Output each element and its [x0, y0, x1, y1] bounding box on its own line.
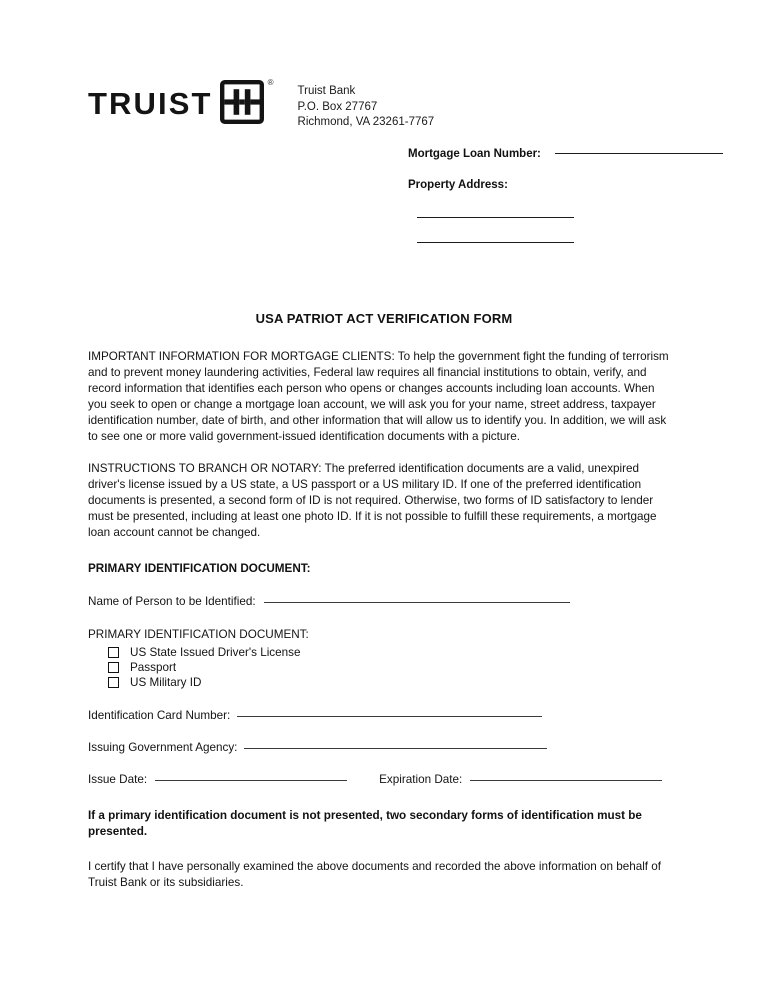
expiration-date-input[interactable] [470, 780, 662, 781]
identification-options-list [108, 645, 670, 690]
mortgage-loan-number-input[interactable] [555, 153, 723, 154]
option-row-military-id[interactable] [108, 675, 670, 690]
truist-wordmark: TRUIST [88, 85, 213, 121]
identification-card-number-input[interactable] [237, 716, 542, 717]
checkbox-drivers-license[interactable] [108, 647, 119, 658]
issuing-agency-label: Issuing Government Agency: [88, 741, 238, 755]
primary-identification-heading: PRIMARY IDENTIFICATION DOCUMENT: [88, 562, 311, 576]
checkbox-military-id[interactable] [108, 677, 119, 688]
property-address-line2-input[interactable] [417, 242, 574, 243]
option-label-passport: Passport [130, 661, 177, 675]
name-of-person-row [88, 595, 670, 608]
bank-address [298, 80, 435, 131]
option-label-military-id: US Military ID [130, 676, 202, 690]
option-row-passport[interactable] [108, 660, 670, 675]
property-address-label: Property Address: [408, 179, 508, 191]
name-of-person-input[interactable] [264, 602, 570, 603]
loan-header-fields [408, 148, 738, 243]
property-address-line1-input[interactable] [417, 217, 574, 218]
issuing-agency-row [88, 741, 670, 754]
form-body [88, 349, 670, 891]
address-line-1: Truist Bank [297, 85, 356, 97]
expiration-date-label: Expiration Date: [379, 773, 463, 787]
primary-identification-subheading: PRIMARY IDENTIFICATION DOCUMENT: [88, 628, 309, 642]
instructions-paragraph: INSTRUCTIONS TO BRANCH OR NOTARY: The preferred identification documents are a valid, unexpired driver's license issued by a US state, a US passport or a US military ID. If one of the preferred identification documents is presented, a second form of ID is not required. Otherwise, two forms of ID satisfactory to lender must be presented, including at least one photo ID. If it is not possible to fulfill these requirements, a mortgage loan account cannot be changed. [88, 461, 657, 539]
secondary-identification-note: If a primary identification document is not presented, two secondary forms of identification must be presented. [88, 809, 642, 839]
name-of-person-label: Name of Person to be Identified: [88, 595, 256, 609]
option-label-drivers-license: US State Issued Driver's License [130, 646, 301, 660]
identification-card-number-row [88, 709, 670, 722]
truist-h-mark-icon [220, 80, 264, 124]
checkbox-passport[interactable] [108, 662, 119, 673]
issue-date-input[interactable] [155, 780, 347, 781]
address-line-3: Richmond, VA 23261-7767 [297, 116, 435, 128]
address-line-2: P.O. Box 27767 [297, 100, 378, 113]
important-information-paragraph: IMPORTANT INFORMATION FOR MORTGAGE CLIENTS: To help the government fight the funding of terrorism and to prevent money laundering activities, Federal law requires all financial institutions to obtain, verify, and record information that identifies each person who opens or changes accounts including loan accounts. When you seek to open or change a mortgage loan account, we will ask you for your name, street address, taxpayer identification number, date of birth, and other information that will allow us to identify you. In addition, we will ask to see one or more valid government-issued identification documents with a picture. [88, 350, 669, 444]
property-address-row [408, 179, 738, 191]
certification-statement: I certify that I have personally examined the above documents and recorded the above information on behalf of Truist Bank or its subsidiaries. [88, 860, 662, 890]
truist-logo [88, 78, 274, 124]
option-row-drivers-license[interactable] [108, 645, 670, 660]
registered-trademark-icon: ® [267, 78, 274, 87]
truist-mark-wrapper [220, 78, 274, 124]
letterhead [88, 80, 434, 131]
dates-row [88, 773, 670, 786]
identification-card-number-label: Identification Card Number: [88, 709, 231, 723]
form-title: USA PATRIOT ACT VERIFICATION FORM [255, 311, 513, 326]
mortgage-loan-number-row [408, 148, 738, 160]
mortgage-loan-number-label: Mortgage Loan Number: [408, 148, 541, 160]
issue-date-label: Issue Date: [88, 773, 148, 787]
issuing-agency-input[interactable] [244, 748, 547, 749]
